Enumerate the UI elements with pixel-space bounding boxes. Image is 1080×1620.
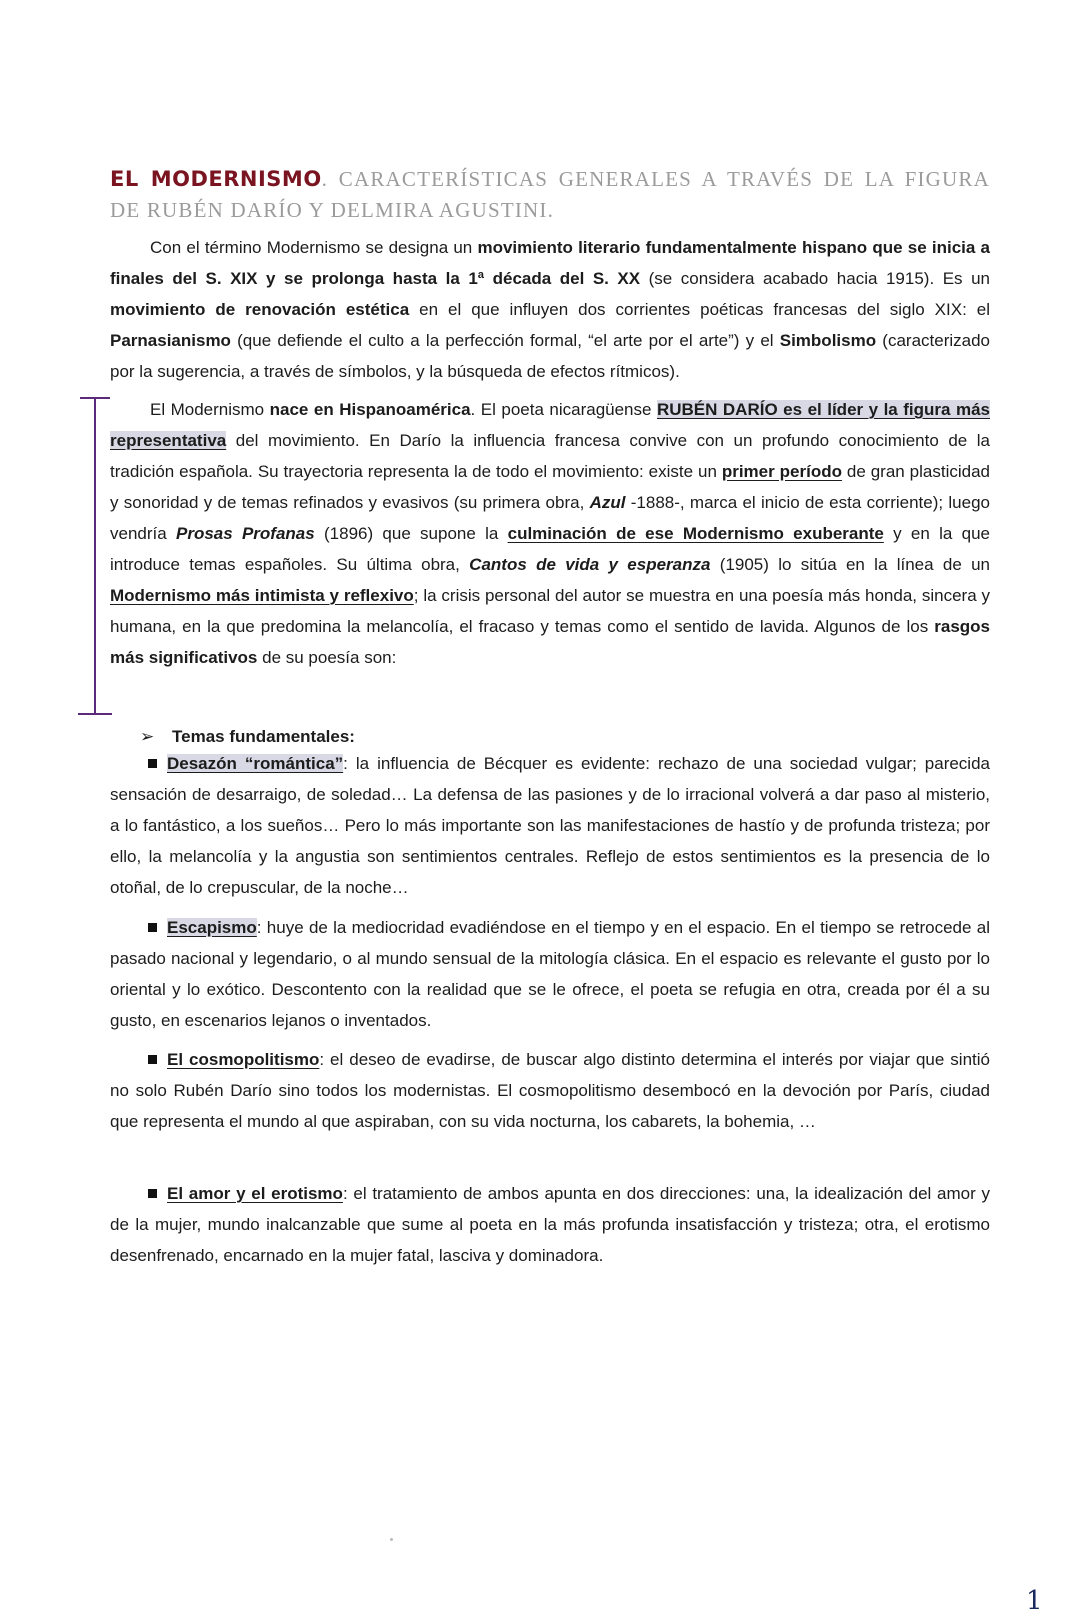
text: (1896) que supone la xyxy=(314,524,508,543)
title-dot: . xyxy=(321,167,329,191)
square-bullet-icon xyxy=(148,1055,157,1064)
item-text: : la influencia de Bécquer es evidente: rechazo de una sociedad vulgar; parecida sensación de desarraigo, de soledad… La defensa de las pasiones y de lo irracional volverá a dar paso al misterio, a lo fantástico, a los sueños… Pero lo más importante son las manifestaciones de hastío y de profunda tristeza; por ello, la melancolía y la angustia son sentimientos centrales. Reflejo de estos sentimientos es la presencia de lo otoñal, de lo crepuscular, de la noche… xyxy=(110,754,990,897)
page-number: 1 xyxy=(1026,1586,1043,1616)
title-printed: CARACTERÍSTICAS GENERALES A TRAVÉS DE LA FIGURA DE RUBÉN DARÍO Y DELMIRA AGUSTINI. xyxy=(110,167,990,222)
text: en el que influyen dos corrientes poéticas francesas del siglo XIX: el xyxy=(409,300,990,319)
text: y en la que introduce temas españoles. Su última obra, xyxy=(110,524,990,574)
work-title: Azul xyxy=(589,493,626,512)
text: del movimiento. En Darío la influencia francesa convive con un profundo conocimiento de la tradición española. Su trayectoria representa la de todo el movimiento: existe un xyxy=(110,431,990,481)
item-label: El cosmopolitismo xyxy=(167,1050,320,1069)
work-title: Cantos de vida y esperanza xyxy=(469,555,711,574)
underlined-text: culminación de ese Modernismo exuberante xyxy=(507,524,884,543)
underlined-text: RUBÉN DARÍO es el líder y la figura más representativa xyxy=(110,400,990,450)
underlined-text: primer período xyxy=(721,462,842,481)
text: de gran plasticidad y sonoridad y de temas refinados y evasivos (su primera obra, xyxy=(110,462,990,512)
underlined-text: Modernismo más intimista y reflexivo xyxy=(110,586,414,605)
text: de su poesía son: xyxy=(257,648,397,667)
text: ; la crisis personal del autor se muestra en una poesía más honda, sincera y humana, en la que predomina la melancolía, el fracaso y temas como el sentido de lavida. Algunos de los xyxy=(110,586,991,636)
bold-text: nace en Hispanoamérica xyxy=(269,400,471,419)
bold-text: Simbolismo xyxy=(779,331,877,350)
text: Con el término Modernismo se designa un xyxy=(150,238,478,257)
page-title xyxy=(110,164,990,226)
text: (1905) lo sitúa en la línea de un xyxy=(710,555,990,574)
paragraph-intro xyxy=(110,232,990,387)
item-label: Desazón “romántica” xyxy=(167,754,344,773)
text: El Modernismo xyxy=(150,400,270,419)
item-text: : huye de la mediocridad evadiéndose en el tiempo y en el espacio. En el tiempo se retrocede al pasado nacional y legendario, o al mundo sensual de la mitología clásica. En el espacio es relevante el gusto por lo oriental y lo exótico. Descontento con la realidad que se le ofrece, el poeta se refugia en otra, creada por él a su gusto, en escenarios lejanos o inventados. xyxy=(110,918,990,1030)
item-label: El amor y el erotismo xyxy=(167,1184,343,1203)
title-handwritten: EL MODERNISMO xyxy=(110,167,322,191)
item-text: : el deseo de evadirse, de buscar algo distinto determina el interés por viajar que sintió no solo Rubén Darío sino todos los modernistas. El cosmopolitismo desembocó en la devoción por París, ciudad que representa el mundo al que aspiraban, con su vida nocturna, los cabarets, la bohemia, … xyxy=(110,1050,990,1131)
square-bullet-icon xyxy=(148,759,157,768)
text: -1888-, marca el inicio de esta corriente); luego vendría xyxy=(110,493,991,543)
speck xyxy=(390,1538,393,1541)
list-item-escapismo xyxy=(110,912,990,1036)
bold-text: Parnasianismo xyxy=(110,331,231,350)
text: (caracterizado por la sugerencia, a través de símbolos, y la búsqueda de efectos rítmicos). xyxy=(110,331,991,381)
list-item-amor-erotismo xyxy=(110,1178,990,1271)
bold-text: movimiento de renovación estética xyxy=(110,300,410,319)
paragraph-ruben-dario xyxy=(110,394,990,673)
list-item-cosmopolitismo xyxy=(110,1044,990,1137)
bold-text: rasgos más significativos xyxy=(110,617,990,667)
square-bullet-icon xyxy=(148,1189,157,1198)
text: (que defiende el culto a la perfección formal, “el arte por el arte”) y el xyxy=(230,331,780,350)
bold-text: movimiento literario fundamentalmente hispano que se inicia a finales del S. XIX y se prolonga hasta la 1ª década del S. XX xyxy=(110,238,990,288)
temas-heading xyxy=(140,727,355,747)
item-text: : el tratamiento de ambos apunta en dos direcciones: una, la idealización del amor y de la mujer, mundo inalcanzable que sume al poeta en la más profunda insatisfacción y tristeza; otra, el erotismo desenfrenado, encarnado en la mujer fatal, lasciva y dominadora. xyxy=(110,1184,991,1265)
square-bullet-icon xyxy=(148,923,157,932)
temas-heading-text: Temas fundamentales: xyxy=(172,727,355,746)
item-label: Escapismo xyxy=(167,918,257,937)
list-item-desazon xyxy=(110,748,990,903)
text: . El poeta nicaragüense xyxy=(470,400,657,419)
work-title: Prosas Profanas xyxy=(175,524,315,543)
arrow-bullet-icon: ➢ xyxy=(140,727,155,746)
text: (se considera acabado hacia 1915). Es un xyxy=(640,269,990,288)
